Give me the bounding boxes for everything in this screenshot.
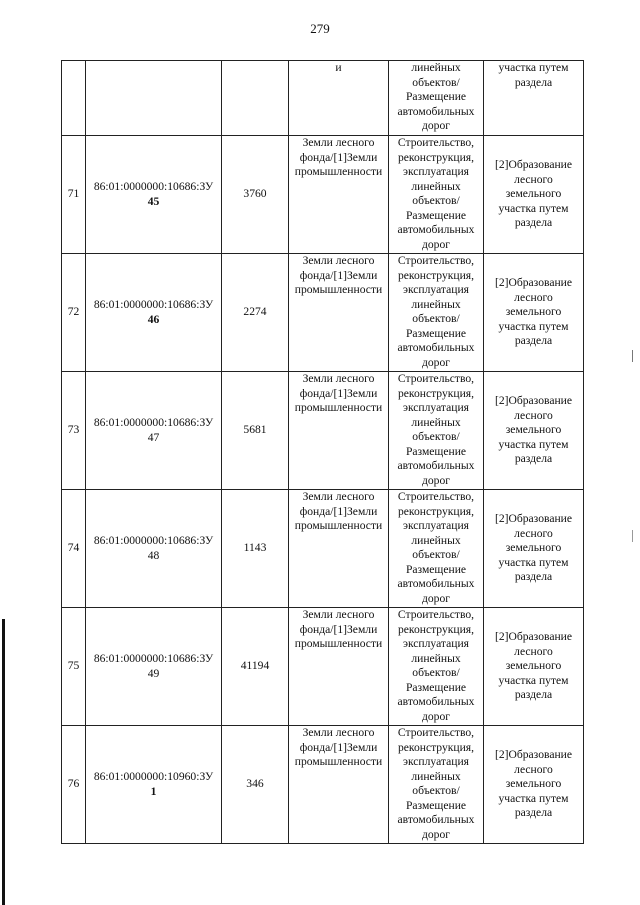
cadastral-suffix: 1	[150, 784, 157, 798]
cell-area: 3760	[222, 136, 289, 254]
cell-cadastral	[86, 254, 222, 372]
cadastral-number: 86:01:0000000:10686:ЗУ	[93, 416, 214, 429]
cell-area: 5681	[222, 372, 289, 490]
page-number: 279	[310, 21, 330, 36]
cadastral-suffix: 47	[147, 430, 160, 444]
cadastral-number: 86:01:0000000:10686:ЗУ	[93, 652, 214, 665]
cell-num	[62, 61, 86, 136]
cell-formation: [2]Образование лесного земельного участка путем раздела	[484, 726, 584, 844]
cell-formation: [2]Образование лесного земельного участка путем раздела	[484, 372, 584, 490]
cell-cadastral	[86, 372, 222, 490]
cell-use: Строительство, реконструкция, эксплуатация линейных объектов/ Размещение автомобильных дорог	[389, 608, 484, 726]
cell-formation: [2]Образование лесного земельного участка путем раздела	[484, 490, 584, 608]
cell-area	[222, 61, 289, 136]
cell-formation: [2]Образование лесного земельного участка путем раздела	[484, 254, 584, 372]
cadastral-suffix: 48	[147, 548, 160, 562]
cell-num: 71	[62, 136, 86, 254]
cell-num: 72	[62, 254, 86, 372]
cell-cadastral	[86, 608, 222, 726]
cell-num: 75	[62, 608, 86, 726]
cell-use: Строительство, реконструкция, эксплуатация линейных объектов/ Размещение автомобильных дорог	[389, 490, 484, 608]
table-row	[62, 254, 584, 372]
scan-margin-bar	[2, 619, 5, 905]
cell-category: Земли лесного фонда/[1]Земли промышленности	[289, 254, 389, 372]
cell-cadastral	[86, 61, 222, 136]
cell-category: и	[289, 61, 389, 136]
cell-use: линейных объектов/ Размещение автомобильных дорог	[389, 61, 484, 136]
cadastral-suffix: 46	[147, 312, 160, 326]
cell-area: 346	[222, 726, 289, 844]
cadastral-suffix: 45	[147, 194, 160, 208]
cadastral-suffix: 49	[147, 666, 160, 680]
land-plots-table	[61, 60, 584, 844]
cell-cadastral	[86, 136, 222, 254]
scan-mark	[632, 530, 633, 542]
cell-num: 76	[62, 726, 86, 844]
cell-category: Земли лесного фонда/[1]Земли промышленности	[289, 136, 389, 254]
cell-category: Земли лесного фонда/[1]Земли промышленности	[289, 608, 389, 726]
scan-mark	[632, 350, 633, 362]
cell-cadastral	[86, 726, 222, 844]
cell-formation: [2]Образование лесного земельного участка путем раздела	[484, 608, 584, 726]
cell-use: Строительство, реконструкция, эксплуатация линейных объектов/ Размещение автомобильных дорог	[389, 372, 484, 490]
table-row	[62, 490, 584, 608]
cell-area: 1143	[222, 490, 289, 608]
cell-num: 74	[62, 490, 86, 608]
cell-formation: [2]Образование лесного земельного участка путем раздела	[484, 136, 584, 254]
cadastral-number: 86:01:0000000:10960:ЗУ	[93, 770, 214, 783]
cell-formation: участка путем раздела	[484, 61, 584, 136]
table-row-continuation	[62, 61, 584, 136]
table-row	[62, 372, 584, 490]
cell-category: Земли лесного фонда/[1]Земли промышленности	[289, 726, 389, 844]
table-row	[62, 608, 584, 726]
table-row	[62, 136, 584, 254]
cell-category: Земли лесного фонда/[1]Земли промышленности	[289, 372, 389, 490]
cell-category: Земли лесного фонда/[1]Земли промышленности	[289, 490, 389, 608]
cadastral-number: 86:01:0000000:10686:ЗУ	[93, 180, 214, 193]
cell-cadastral	[86, 490, 222, 608]
cadastral-number: 86:01:0000000:10686:ЗУ	[93, 534, 214, 547]
cell-area: 41194	[222, 608, 289, 726]
cell-use: Строительство, реконструкция, эксплуатация линейных объектов/ Размещение автомобильных дорог	[389, 726, 484, 844]
table-row	[62, 726, 584, 844]
cell-num: 73	[62, 372, 86, 490]
cell-use: Строительство, реконструкция, эксплуатация линейных объектов/ Размещение автомобильных дорог	[389, 254, 484, 372]
cell-area: 2274	[222, 254, 289, 372]
cell-use: Строительство, реконструкция, эксплуатация линейных объектов/ Размещение автомобильных дорог	[389, 136, 484, 254]
cadastral-number: 86:01:0000000:10686:ЗУ	[93, 298, 214, 311]
